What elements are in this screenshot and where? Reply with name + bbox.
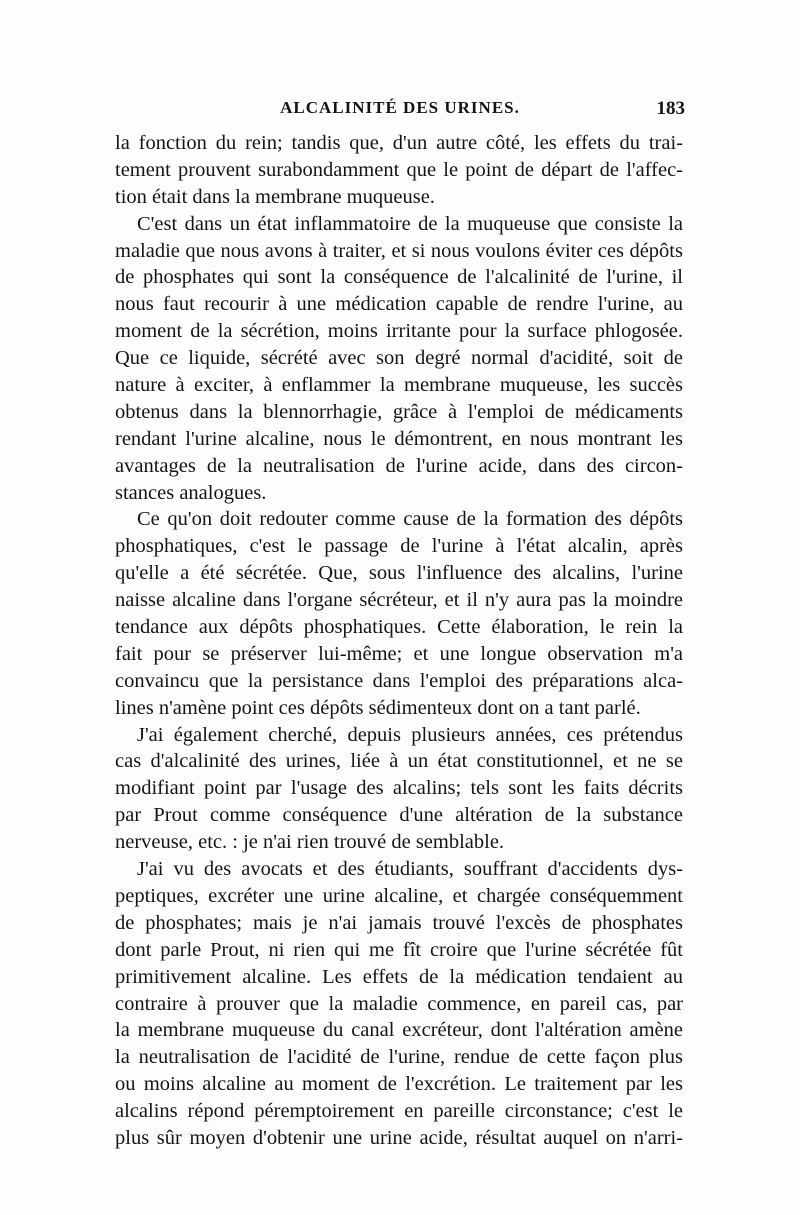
text-line: naisse alcaline dans l'organe sécréteur, et il n'y aura pas la moindre <box>115 589 683 612</box>
text-line: J'ai également cherché, depuis plusieurs années, ces prétendus <box>137 723 683 746</box>
text-line: stances analogues. <box>115 481 267 504</box>
text-line: fait pour se préserver lui-même; et une longue observation m'a <box>115 642 683 665</box>
text-line: nerveuse, etc. : je n'ai rien trouvé de semblable. <box>115 831 505 854</box>
text-line: la neutralisation de l'acidité de l'urine, rendue de cette façon plus <box>115 1046 683 1069</box>
body-text <box>115 130 683 1152</box>
text-line: par Prout comme conséquence d'une altération de la substance <box>115 804 683 827</box>
text-line: obtenus dans la blennorrhagie, grâce à l'emploi de médicaments <box>115 400 683 423</box>
text-line: avantages de la neutralisation de l'urine acide, dans des circon- <box>115 454 683 477</box>
running-title: ALCALINITÉ DES URINES. <box>280 98 520 117</box>
text-line: cas d'alcalinité des urines, liée à un état constitutionnel, et ne se <box>115 750 683 773</box>
text-line: nous faut recourir à une médication capable de rendre l'urine, au <box>115 293 683 316</box>
text-line: Ce qu'on doit redouter comme cause de la formation des dépôts <box>137 508 683 531</box>
page-number: 183 <box>656 98 685 119</box>
text-line: de phosphates qui sont la conséquence de l'alcalinité de l'urine, il <box>115 266 683 289</box>
text-line: tendance aux dépôts phosphatiques. Cette élaboration, le rein la <box>115 616 683 639</box>
text-line: lines n'amène point ces dépôts sédimenteux dont on a tant parlé. <box>115 696 641 719</box>
text-line: modifiant point par l'usage des alcalins; tels sont les faits décrits <box>115 777 683 800</box>
text-line: la membrane muqueuse du canal excréteur, dont l'altération amène <box>115 1019 683 1042</box>
text-line: maladie que nous avons à traiter, et si nous voulons éviter ces dépôts <box>115 239 683 262</box>
text-line: moment de la sécrétion, moins irritante pour la surface phlogosée. <box>115 320 683 343</box>
text-line: dont parle Prout, ni rien qui me fît croire que l'urine sécrétée fût <box>115 938 683 961</box>
text-line: tement prouvent surabondamment que le point de départ de l'affec- <box>115 158 683 181</box>
text-line: alcalins répond péremptoirement en pareille circonstance; c'est le <box>115 1100 683 1123</box>
text-line: contraire à prouver que la maladie commence, en pareil cas, par <box>115 992 683 1015</box>
text-line: plus sûr moyen d'obtenir une urine acide, résultat auquel on n'arri- <box>115 1126 683 1149</box>
text-line: ou moins alcaline au moment de l'excrétion. Le traitement par les <box>115 1073 683 1096</box>
text-line: primitivement alcaline. Les effets de la médication tendaient au <box>115 965 683 988</box>
text-line: nature à exciter, à enflammer la membrane muqueuse, les succès <box>115 374 683 397</box>
text-line: rendant l'urine alcaline, nous le démontrent, en nous montrant les <box>115 427 683 450</box>
text-line: J'ai vu des avocats et des étudiants, souffrant d'accidents dys- <box>137 858 683 881</box>
text-line: qu'elle a été sécrétée. Que, sous l'influence des alcalins, l'urine <box>115 562 683 585</box>
text-line: de phosphates; mais je n'ai jamais trouvé l'excès de phosphates <box>115 911 683 934</box>
text-line: convaincu que la persistance dans l'emploi des préparations alca- <box>115 669 683 692</box>
text-line: Que ce liquide, sécrété avec son degré normal d'acidité, soit de <box>115 347 683 370</box>
text-line: la fonction du rein; tandis que, d'un autre côté, les effets du trai- <box>115 132 683 154</box>
text-line: C'est dans un état inflammatoire de la muqueuse que consiste la <box>137 212 683 235</box>
page-header <box>115 98 685 126</box>
text-line: peptiques, excréter une urine alcaline, et chargée conséquemment <box>115 884 683 907</box>
text-line: phosphatiques, c'est le passage de l'urine à l'état alcalin, après <box>115 535 683 558</box>
text-line: tion était dans la membrane muqueuse. <box>115 185 435 208</box>
